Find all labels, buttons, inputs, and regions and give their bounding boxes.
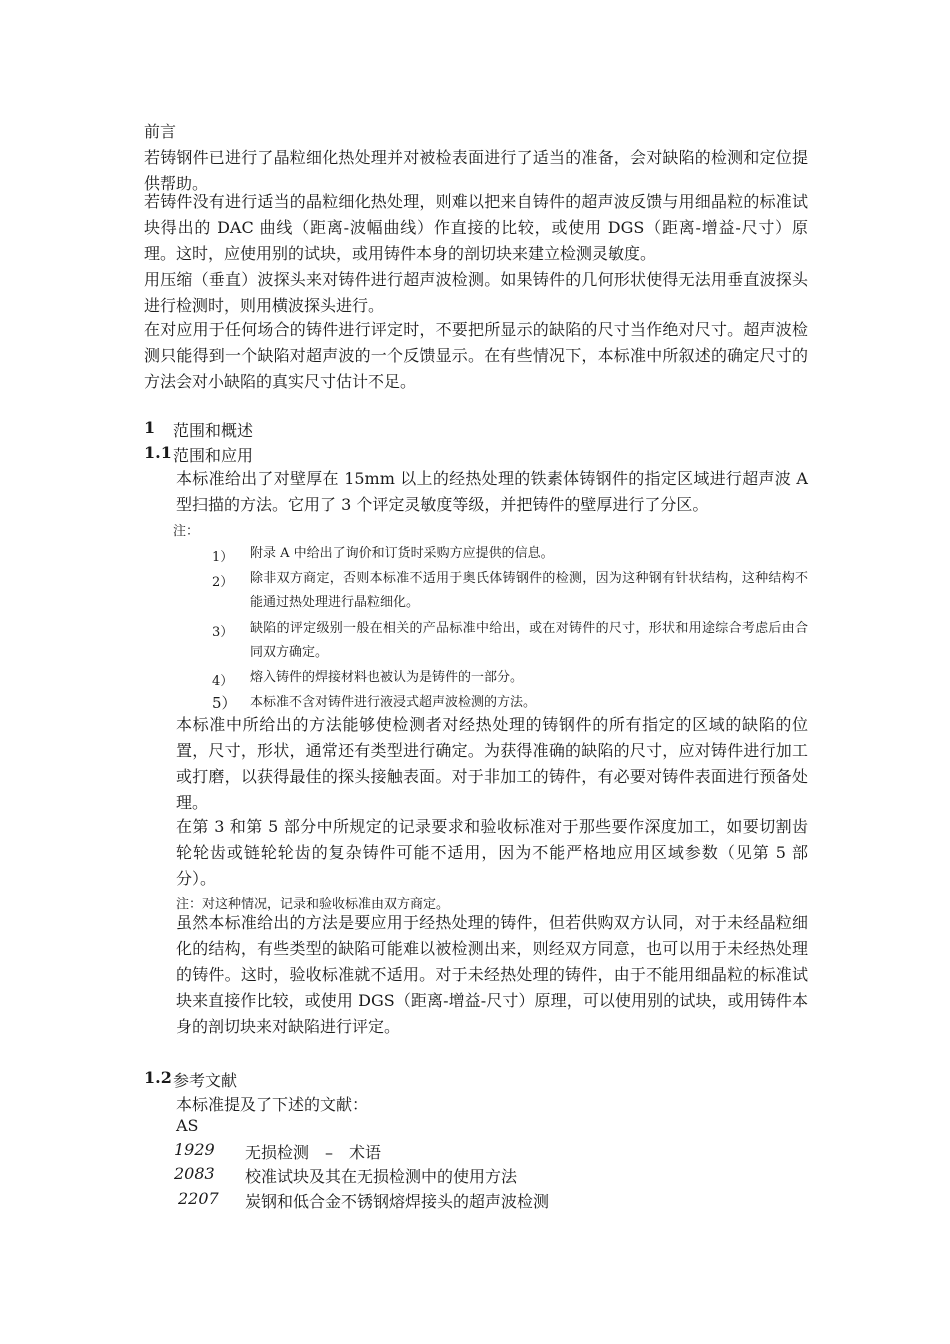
reference-title: 炭钢和低合金不锈钢熔焊接头的超声波检测 bbox=[245, 1192, 550, 1211]
section-intro: 本标准给出了对壁厚在 15mm 以上的经热处理的铁素体铸钢件的指定区域进行超声波 A 型扫描的方法。它用了 3 个评定灵敏度等级，并把铸件的壁厚进行了分区。 bbox=[176, 469, 808, 514]
section-title: 参考文献 bbox=[173, 1071, 238, 1090]
section-title: 范围和应用 bbox=[173, 446, 254, 465]
preface-paragraph: 若铸钢件已进行了晶粒细化热处理并对被检表面进行了适当的准备，会对缺陷的检测和定位提供帮助。 bbox=[144, 148, 808, 193]
reference-code: 2207 bbox=[178, 1189, 219, 1208]
section-number: 1.1 bbox=[144, 443, 172, 462]
note-number: 5） bbox=[212, 694, 237, 712]
note-text: 熔入铸件的焊接材料也被认为是铸件的一部分。 bbox=[250, 670, 524, 685]
section-intro: 本标准提及了下述的文献： bbox=[176, 1095, 369, 1114]
preface-title: 前言 bbox=[144, 122, 177, 141]
preface-paragraph: 用压缩（垂直）波探头来对铸件进行超声波检测。如果铸件的几何形状使得无法用垂直波探头进行检测时，则用横波探头进行。 bbox=[144, 270, 808, 315]
reference-series: AS bbox=[176, 1116, 199, 1135]
section-paragraph: 本标准中所给出的方法能够使检测者对经热处理的铸钢件的所有指定的区域的缺陷的位置，尺寸，形状，通常还有类型进行确定。为获得准确的缺陷的尺寸，应对铸件进行加工或打磨，以获得最佳的探头接触表面。对于非加工的铸件，有必要对铸件表面进行预备处理。 bbox=[176, 715, 808, 812]
note-text: 除非双方商定，否则本标准不适用于奥氏体铸钢件的检测，因为这种钢有针状结构，这种结构不能通过热处理进行晶粒细化。 bbox=[250, 571, 808, 610]
section-paragraph: 在第 3 和第 5 部分中所规定的记录要求和验收标准对于那些要作深度加工，如要切割齿轮轮齿或链轮轮齿的复杂铸件可能不适用，因为不能严格地应用区域参数（见第 5 部分）。 bbox=[176, 817, 808, 888]
section-number: 1.2 bbox=[144, 1068, 172, 1087]
section-number: 1 bbox=[144, 418, 156, 437]
note-text: 附录 A 中给出了询价和订货时采购方应提供的信息。 bbox=[250, 546, 554, 561]
note-text: 本标准不含对铸件进行液浸式超声波检测的方法。 bbox=[250, 695, 537, 710]
reference-code: 2083 bbox=[174, 1164, 215, 1183]
reference-title: 无损检测 – 术语 bbox=[245, 1143, 382, 1162]
note-inline: 注：对这种情况，记录和验收标准由双方商定。 bbox=[176, 897, 450, 912]
note-number: 4） bbox=[212, 674, 234, 689]
section-title: 范围和概述 bbox=[173, 421, 254, 440]
preface-paragraph: 若铸件没有进行适当的晶粒细化热处理，则难以把来自铸件的超声波反馈与用细晶粒的标准试块得出的 DAC 曲线（距离-波幅曲线）作直接的比较，或使用 DGS（距离-增益-尺寸）原理。这时，应使用别的试块，或用铸件本身的剖切块来建立检测灵敏度。 bbox=[144, 192, 808, 263]
preface-paragraph: 在对应用于任何场合的铸件进行评定时，不要把所显示的缺陷的尺寸当作绝对尺寸。超声波检测只能得到一个缺陷对超声波的一个反馈显示。在有些情况下，本标准中所叙述的确定尺寸的方法会对小缺陷的真实尺寸估计不足。 bbox=[144, 320, 808, 391]
note-label: 注： bbox=[173, 524, 200, 539]
note-number: 2） bbox=[212, 575, 234, 590]
reference-code: 1929 bbox=[174, 1140, 215, 1159]
reference-title: 校准试块及其在无损检测中的使用方法 bbox=[245, 1167, 518, 1186]
note-number: 1） bbox=[212, 550, 234, 565]
section-paragraph: 虽然本标准给出的方法是要应用于经热处理的铸件，但若供购双方认同，对于未经晶粒细化的结构，有些类型的缺陷可能难以被检测出来，则经双方同意，也可以用于未经热处理的铸件。这时，验收标准就不适用。对于未经热处理的铸件，由于不能用细晶粒的标准试块来直接作比较，或使用 DGS（距离-增益-尺寸）原理，可以使用别的试块，或用铸件本身的剖切块来对缺陷进行评定。 bbox=[176, 913, 808, 1036]
note-number: 3） bbox=[212, 625, 234, 640]
note-text: 缺陷的评定级别一般在相关的产品标准中给出，或在对铸件的尺寸，形状和用途综合考虑后由合同双方确定。 bbox=[250, 621, 808, 660]
